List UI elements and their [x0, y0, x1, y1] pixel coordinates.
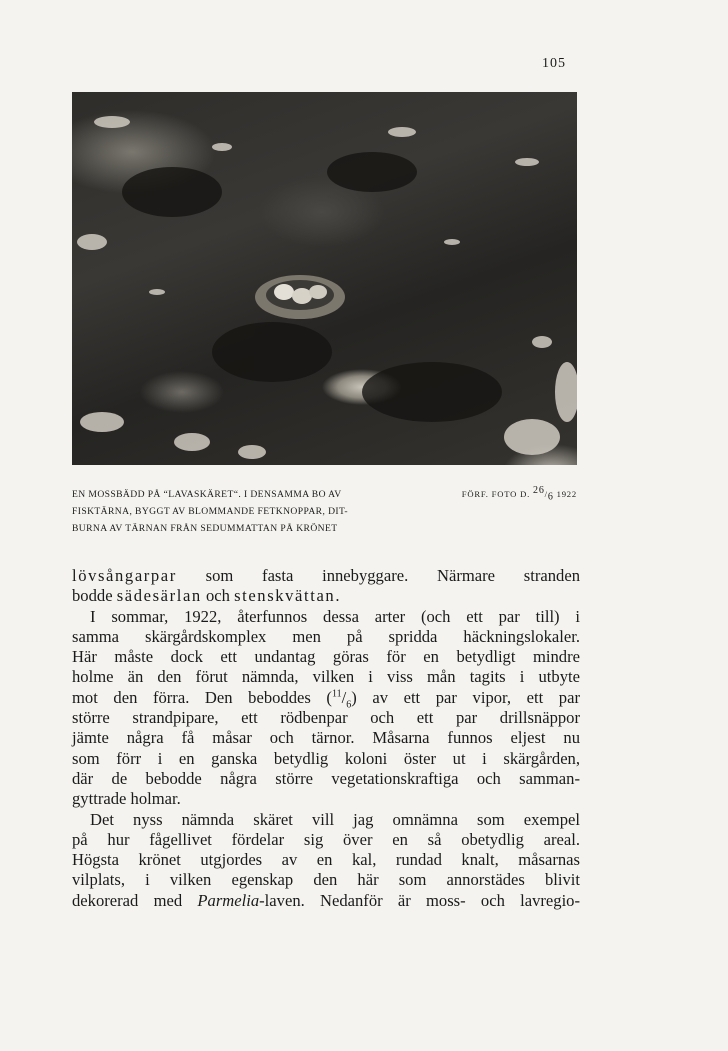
text-line: dekorerad med Parmelia-laven. Nedanför är moss- och lavregio-: [72, 890, 580, 910]
caption-line: EN MOSSBÄDD PÅ “LAVASKÄRET“. I DENSAMMA BO AV: [72, 489, 342, 500]
text-line: gyttrade holmar.: [72, 789, 181, 809]
page-number: 105: [542, 56, 566, 71]
text-line: Högsta krönet utgjordes av en kal, rundad knalt, måsarnas: [72, 850, 580, 870]
text-line: Här måste dock ett undantag göras för en betydligt mindre: [72, 647, 580, 667]
text-line: som förr i en ganska betydlig koloni öster ut i skärgården,: [72, 748, 580, 768]
text-line: samma skärgårdskomplex men på spridda häckningslokaler.: [72, 626, 580, 646]
photo-credit: FÖRF. FOTO D. $^{26}/_6$ 1922: [461, 485, 577, 503]
egg: [274, 284, 294, 300]
egg: [292, 288, 312, 304]
text-line: Det nyss nämnda skäret vill jag omnämna som exempel: [90, 809, 580, 829]
caption-line: BURNA AV TÄRNAN FRÅN SEDUMMATTAN PÅ KRÖNET: [72, 523, 338, 534]
text-line: lövsångarpar som fasta innebyggare. Närmare stranden: [72, 566, 580, 585]
text-line: vilplats, i vilken egenskap den här som annorstädes blivit: [72, 870, 580, 890]
text-line: på hur fågellivet fördelar sig över en så obetydlig areal.: [72, 829, 580, 849]
text-line: bodde sädesärlan och stenskvättan.: [72, 586, 340, 606]
text-line: holme än den förut nämnda, vilken i viss mån tagits i utbyte: [72, 667, 580, 687]
text-line: större strandpipare, ett rödbenpar och ett par drillsnäppor: [72, 708, 580, 728]
text-line: mot den förra. Den beboddes $(^{11}/_6)$ av ett par vipor, ett par: [72, 687, 580, 711]
text-line: I sommar, 1922, återfunnos dessa arter (och ett par till) i: [90, 606, 580, 626]
egg: [309, 285, 327, 299]
body-text: [72, 566, 580, 911]
nest: [255, 275, 345, 319]
caption-line: FISKTÄRNA, BYGGT AV BLOMMANDE FETKNOPPAR, DIT-: [72, 506, 348, 517]
text-line: jämte några få måsar och tärnor. Måsarna funnos eljest nu: [72, 728, 580, 748]
photo-texture: [72, 92, 577, 465]
photo-moss-bed-nest: [72, 92, 577, 465]
text-line: där de bebodde några större vegetationskraftiga och samman-: [72, 768, 580, 788]
caption-text: [72, 486, 417, 537]
